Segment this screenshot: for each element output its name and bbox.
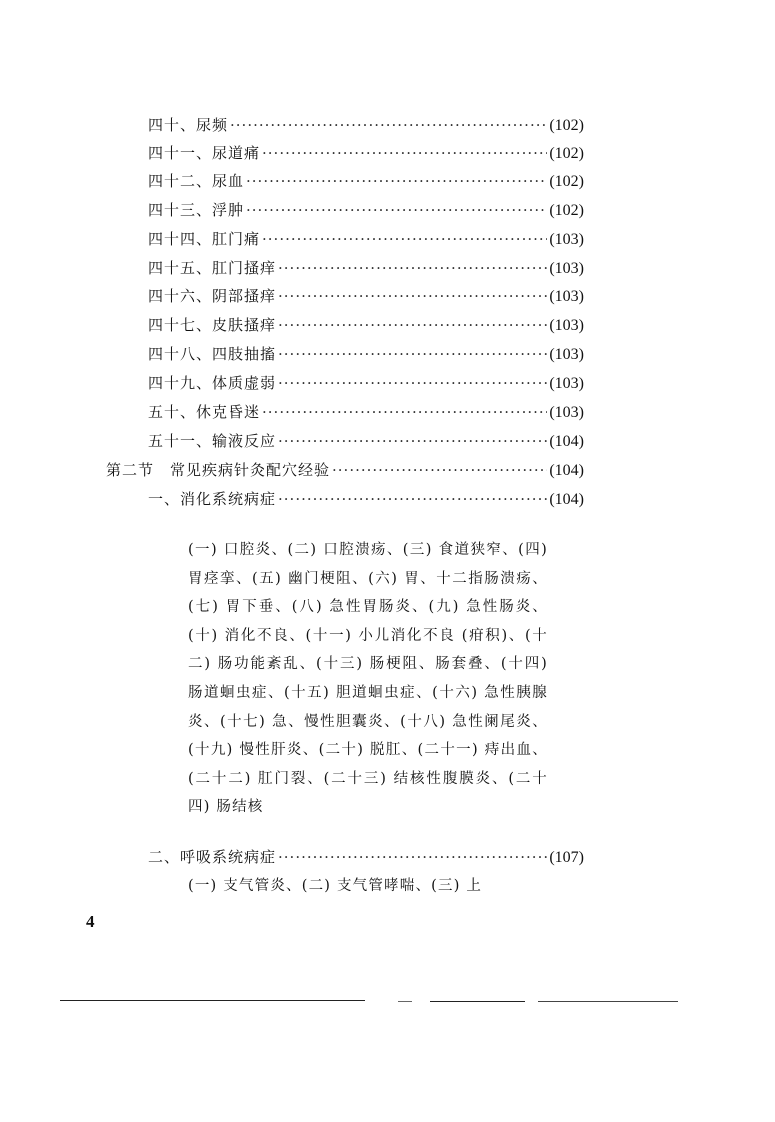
entry-title: 四十八、四肢抽搐 — [148, 345, 277, 363]
toc-entry — [148, 429, 584, 453]
entry-title: 四十三、浮肿 — [148, 201, 245, 219]
toc-entry — [148, 371, 584, 395]
entry-page: (104) — [549, 433, 584, 450]
toc-entry — [148, 227, 584, 251]
entry-page: (102) — [549, 117, 584, 134]
subsection-contents: (一) 口腔炎、(二) 口腔溃疡、(三) 食道狭窄、(四) 胃痉挛、(五) 幽门梗阻、(六) 胃、十二指肠溃疡、(七) 胃下垂、(八) 急性胃肠炎、(九) 急性肠炎、(十) 消化不良、(十一) 小儿消化不良 (疳积)、(十二) 肠功能紊乱、(十三) 肠梗阻、肠套叠、(十四) 肠道蛔虫症、(十五) 胆道蛔虫症、(十六) 急性胰腺炎、(十七) 急、慢性胆囊炎、(十八) 急性阑尾炎、(十九) 慢性肝炎、(二十) 脱肛、(二十一) 痔出血、(二十二) 肛门裂、(二十三) 结核性腹膜炎、(二十四) 肠结核 — [188, 542, 548, 816]
dot-leader — [278, 313, 547, 337]
subsection-page: (104) — [549, 491, 584, 508]
entry-page: (103) — [549, 288, 584, 305]
entry-page: (103) — [549, 231, 584, 248]
entry-title: 四十二、尿血 — [148, 172, 245, 190]
dot-leader — [278, 487, 547, 511]
toc-entry — [148, 198, 584, 222]
toc-entry — [148, 400, 584, 424]
entry-title: 五十、休克昏迷 — [148, 403, 261, 421]
dot-leader — [246, 198, 547, 222]
entry-page: (103) — [549, 404, 584, 421]
entry-title: 五十一、输液反应 — [148, 432, 277, 450]
entry-page: (103) — [549, 317, 584, 334]
dot-leader — [278, 429, 547, 453]
scan-edge-line — [538, 1001, 678, 1002]
section-page: (104) — [549, 462, 584, 479]
dot-leader — [230, 113, 547, 137]
subsection-contents: (一) 支气管炎、(二) 支气管哮喘、(三) 上 — [188, 878, 483, 894]
subsection-heading — [148, 845, 584, 869]
scan-edge-line — [430, 1001, 525, 1002]
dot-leader — [332, 458, 547, 482]
scan-edge-line — [398, 1001, 412, 1002]
entry-title: 四十九、体质虚弱 — [148, 374, 277, 392]
entry-title: 四十、尿频 — [148, 116, 229, 134]
toc-entry — [148, 113, 584, 137]
section-title: 第二节 常见疾病针灸配穴经验 — [106, 461, 331, 479]
entry-title: 四十五、肛门搔痒 — [148, 259, 277, 277]
dot-leader — [278, 342, 547, 366]
toc-entry — [148, 141, 584, 165]
toc-entry — [148, 313, 584, 337]
dot-leader — [246, 169, 547, 193]
entry-page: (103) — [549, 375, 584, 392]
dot-leader — [262, 141, 547, 165]
subsection-title: 一、消化系统病症 — [148, 490, 277, 508]
entry-page: (102) — [549, 173, 584, 190]
entry-title: 四十七、皮肤搔痒 — [148, 316, 277, 334]
scan-edge-line — [60, 1000, 365, 1001]
dot-leader — [278, 284, 547, 308]
subsection-heading — [148, 487, 584, 511]
toc-entry — [148, 284, 584, 308]
entry-page: (103) — [549, 346, 584, 363]
dot-leader — [278, 256, 547, 280]
entry-page: (102) — [549, 202, 584, 219]
entry-title: 四十一、尿道痛 — [148, 144, 261, 162]
dot-leader — [262, 227, 547, 251]
dot-leader — [278, 845, 547, 869]
entry-page: (103) — [549, 260, 584, 277]
toc-entry — [148, 169, 584, 193]
subsection-title: 二、呼吸系统病症 — [148, 848, 277, 866]
entry-page: (102) — [549, 145, 584, 162]
section-heading — [106, 458, 584, 482]
toc-entry — [148, 256, 584, 280]
entry-title: 四十四、肛门痛 — [148, 230, 261, 248]
subsection-page: (107) — [549, 849, 584, 866]
page-number: 4 — [86, 912, 95, 931]
dot-leader — [262, 400, 547, 424]
toc-entry — [148, 342, 584, 366]
dot-leader — [278, 371, 547, 395]
entry-title: 四十六、阴部搔痒 — [148, 287, 277, 305]
